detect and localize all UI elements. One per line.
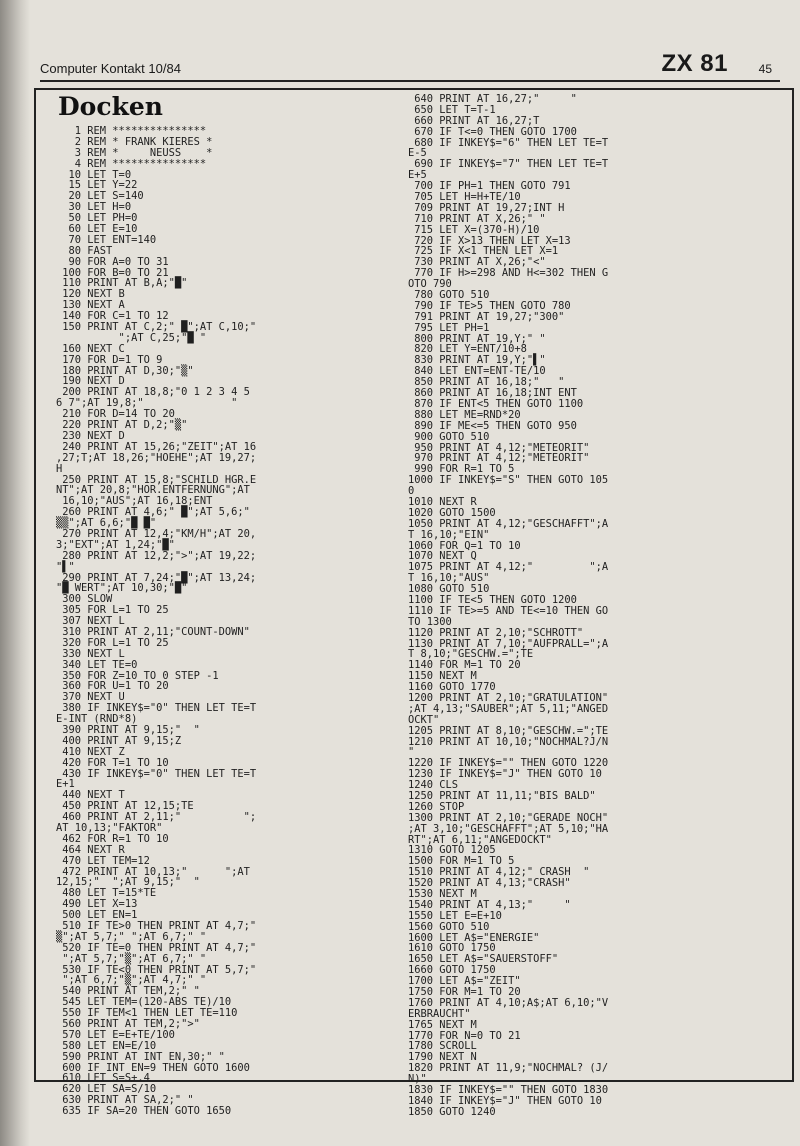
listing-line: 480 LET T=15*TE xyxy=(56,887,157,900)
listing-line: 410 NEXT Z xyxy=(56,745,125,758)
listing-line: 140 FOR C=1 TO 12 xyxy=(56,310,169,323)
listing-line: 560 PRINT AT TEM,2;">" xyxy=(56,1018,200,1031)
listing-line: 710 PRINT AT X,26;" " xyxy=(408,212,546,225)
listing-line: 1110 IF TE>=5 AND TE<=10 THEN GO xyxy=(408,604,609,617)
listing-line: 1780 SCROLL xyxy=(408,1040,477,1053)
page-number: 45 xyxy=(758,62,772,76)
listing-line: " xyxy=(408,746,415,759)
page-header xyxy=(40,46,780,82)
listing-line: 630 PRINT AT SA,2;" " xyxy=(56,1094,194,1107)
listing-line: 1205 PRINT AT 8,10;"GESCHW.=";TE xyxy=(408,724,609,737)
listing-line: 305 FOR L=1 TO 25 xyxy=(56,604,169,617)
listing-line: E-INT (RND*8) xyxy=(56,713,138,726)
listing-line: E-5 xyxy=(408,147,427,160)
listing-line: 770 IF H>=298 AND H<=302 THEN G xyxy=(408,267,609,280)
listing-line: 800 PRINT AT 19,Y;" " xyxy=(408,332,546,345)
listing-line: ;AT 3,10;"GESCHAFFT";AT 5,10;"HA xyxy=(408,822,609,835)
magazine-issue: Computer Kontakt 10/84 xyxy=(40,61,181,76)
listing-line: ";AT 5,7;"▒";AT 6,7;" " xyxy=(56,952,207,965)
listing-line: 120 NEXT B xyxy=(56,288,125,301)
listing-line: 190 NEXT D xyxy=(56,375,125,388)
listing-line: 1210 PRINT AT 10,10;"NOCHMAL?J/N xyxy=(408,735,609,748)
listing-line: 70 LET ENT=140 xyxy=(56,233,157,246)
listing-line: 30 LET H=0 xyxy=(56,201,132,214)
listing-line: 1010 NEXT R xyxy=(408,495,477,508)
listing-line: 160 NEXT C xyxy=(56,342,125,355)
listing-line: T 16,10;"AUS" xyxy=(408,572,490,585)
listing-line: 1610 GOTO 1750 xyxy=(408,942,496,955)
listing-line: 880 LET ME=RND*20 xyxy=(408,408,521,421)
listing-line: 470 LET TEM=12 xyxy=(56,854,150,867)
listing-line: 1600 LET A$="ENERGIE" xyxy=(408,931,540,944)
listing-line: 370 NEXT U xyxy=(56,691,125,704)
listing-line: 795 LET PH=1 xyxy=(408,321,490,334)
listing-line: 1 REM *************** xyxy=(56,125,207,137)
listing-line: 1500 FOR M=1 TO 5 xyxy=(408,855,515,868)
listing-line: 307 NEXT L xyxy=(56,615,125,628)
listing-line: 1550 LET E=E+10 xyxy=(408,909,502,922)
listing-line: 540 PRINT AT TEM,2;" " xyxy=(56,985,200,998)
listing-line: ▒";AT 5,7;" ";AT 6,7;" " xyxy=(56,930,207,943)
listing-line: N)" xyxy=(408,1073,427,1086)
listing-line: 50 LET PH=0 xyxy=(56,212,138,225)
listing-line: 1220 IF INKEY$="" THEN GOTO 1220 xyxy=(408,757,609,770)
listing-line: 1100 IF TE<5 THEN GOTO 1200 xyxy=(408,593,577,606)
listing-line: 1080 GOTO 510 xyxy=(408,583,490,596)
listing-line: 320 FOR L=1 TO 25 xyxy=(56,636,169,649)
listing-line: H xyxy=(56,462,63,475)
listing-line: 791 PRINT AT 19,27;"300" xyxy=(408,310,565,323)
listing-line: 970 PRINT AT 4,12;"METEORIT" xyxy=(408,452,590,465)
listing-line: 130 NEXT A xyxy=(56,299,125,312)
listing-line: 1130 PRINT AT 7,10;"AUFPRALL=";A xyxy=(408,637,609,650)
listing-line: T 8,10;"GESCHW.=";TE xyxy=(408,648,534,661)
listing-line: 0 xyxy=(408,485,415,498)
listing-line: 250 PRINT AT 15,8;"SCHILD HGR.E xyxy=(56,473,257,486)
listing-line: 1700 LET A$="ZEIT" xyxy=(408,975,521,988)
listing-line: OTO 790 xyxy=(408,278,452,291)
listing-line: 12,15;" ";AT 9,15;" " xyxy=(56,876,200,889)
listing-line: 545 LET TEM=(120-ABS TE)/10 xyxy=(56,996,232,1009)
listing-line: 390 PRINT AT 9,15;" " xyxy=(56,723,200,736)
listing-line: NT";AT 20,8;"HOR.ENTFERNUNG";AT xyxy=(56,484,250,497)
listing-line: 1750 FOR M=1 TO 20 xyxy=(408,986,521,999)
listing-line: 1160 GOTO 1770 xyxy=(408,681,496,694)
page-edge-shadow xyxy=(0,0,30,1146)
listing-line: 60 LET E=10 xyxy=(56,223,138,236)
listing-line: "▌" xyxy=(56,560,75,573)
listing-line: 1230 IF INKEY$="J" THEN GOTO 10 xyxy=(408,768,602,781)
listing-line: 1060 FOR Q=1 TO 10 xyxy=(408,539,521,552)
listing-line: 950 PRINT AT 4,12;"METEORIT" xyxy=(408,441,590,454)
listing-line: 900 GOTO 510 xyxy=(408,430,490,443)
listing-line: 150 PRINT AT C,2;" █";AT C,10;" xyxy=(56,321,257,334)
listing-line: 210 FOR D=14 TO 20 xyxy=(56,408,175,421)
listing-line: 510 IF TE>0 THEN PRINT AT 4,7;" xyxy=(56,920,257,933)
listing-line: 430 IF INKEY$="0" THEN LET TE=T xyxy=(56,767,257,780)
listing-line: 1540 PRINT AT 4,13;" " xyxy=(408,898,571,911)
listing-line: 1150 NEXT M xyxy=(408,670,477,683)
listing-line: 460 PRINT AT 2,11;" "; xyxy=(56,811,257,824)
listing-line: 16,10;"AUS";AT 16,18;ENT xyxy=(56,495,213,508)
listing-line: 490 LET X=13 xyxy=(56,898,138,911)
listing-line: 520 IF TE=0 THEN PRINT AT 4,7;" xyxy=(56,941,257,954)
listing-line: ERBRAUCHT" xyxy=(408,1007,471,1020)
listing-line: 830 PRINT AT 19,Y;"▌" xyxy=(408,354,546,367)
listing-line: 1250 PRINT AT 11,11;"BIS BALD" xyxy=(408,790,596,802)
listing-line: 2 REM * FRANK KIERES * xyxy=(56,135,213,148)
listing-line: 890 IF ME<=5 THEN GOTO 950 xyxy=(408,419,577,432)
listing-line: 20 LET S=140 xyxy=(56,190,144,203)
listing-line: 180 PRINT AT D,30;"▒" xyxy=(56,364,194,377)
listing-line: 1770 FOR N=0 TO 21 xyxy=(408,1029,521,1042)
listing-line: 1000 IF INKEY$="S" THEN GOTO 105 xyxy=(408,474,609,487)
listing-line: 1310 GOTO 1205 xyxy=(408,844,496,857)
listing-line: ▒▒";AT 6,6;"█ █" xyxy=(56,517,157,530)
listing-line: 1790 NEXT N xyxy=(408,1051,477,1064)
listing-line: AT 10,13;"FAKTOR" xyxy=(56,822,163,834)
listing-line: 472 PRINT AT 10,13;" ";AT xyxy=(56,865,250,878)
section-brand: ZX 81 xyxy=(661,50,728,77)
listing-line: 820 LET Y=ENT/10+8 xyxy=(408,343,527,356)
listing-line: 1530 NEXT M xyxy=(408,888,477,901)
listing-line: 1660 GOTO 1750 xyxy=(408,964,496,977)
listing-line: 550 IF TEM<1 THEN LET TE=110 xyxy=(56,1007,238,1020)
listing-line: 110 PRINT AT B,A;"█" xyxy=(56,277,188,290)
listing-line: 3;"EXT";AT 1,24;"█" xyxy=(56,538,175,551)
listing-line: 870 IF ENT<5 THEN GOTO 1100 xyxy=(408,397,584,410)
listing-line: ;AT 4,13;"SAUBER";AT 5,11;"ANGED xyxy=(408,702,609,715)
listing-line: 709 PRINT AT 19,27;INT H xyxy=(408,201,565,214)
listing-line: 650 LET T=T-1 xyxy=(408,103,496,116)
listing-line: 590 PRINT AT INT EN,30;" " xyxy=(56,1050,225,1063)
listing-line: 462 FOR R=1 TO 10 xyxy=(56,832,169,845)
listing-line: ";AT 6,7;"▒";AT 4,7;" " xyxy=(56,974,207,987)
listing-line: 500 LET EN=1 xyxy=(56,909,138,922)
listing-line: 90 FOR A=0 TO 31 xyxy=(56,255,169,268)
listing-line: 1760 PRINT AT 4,10;A$;AT 6,10;"V xyxy=(408,996,609,1009)
listing-line: 330 NEXT L xyxy=(56,647,125,660)
article-title: Docken xyxy=(58,92,163,121)
listing-line: 6 7";AT 19,8;" " xyxy=(56,397,238,410)
listing-line: 725 IF X<1 THEN LET X=1 xyxy=(408,245,559,258)
listing-line: 530 IF TE<0 THEN PRINT AT 5,7;" xyxy=(56,963,257,976)
listing-line: 1140 FOR M=1 TO 20 xyxy=(408,659,521,672)
listing-line: 1765 NEXT M xyxy=(408,1018,477,1031)
listing-line: 340 LET TE=0 xyxy=(56,658,138,671)
listing-line: 570 LET E=E+TE/100 xyxy=(56,1028,175,1041)
listing-line: 80 FAST xyxy=(56,244,113,257)
listing-line: 1300 PRINT AT 2,10;"GERADE NOCH" xyxy=(408,811,609,824)
listing-line: 360 FOR U=1 TO 20 xyxy=(56,680,169,693)
listing-line: 200 PRINT AT 18,8;"0 1 2 3 4 5 xyxy=(56,386,250,399)
listing-line: 1020 GOTO 1500 xyxy=(408,506,496,519)
listing-line: 600 IF INT EN=9 THEN GOTO 1600 xyxy=(56,1061,250,1074)
listing-line: 464 NEXT R xyxy=(56,843,125,856)
listing-line: 1850 GOTO 1240 xyxy=(408,1105,496,1118)
listing-line: 1260 STOP xyxy=(408,800,465,813)
listing-line: E+1 xyxy=(56,778,75,791)
listing-line: 1120 PRINT AT 2,10;"SCHROTT" xyxy=(408,626,584,639)
listing-line: 240 PRINT AT 15,26;"ZEIT";AT 16 xyxy=(56,440,257,453)
listing-column-left xyxy=(56,126,404,1117)
listing-line: 440 NEXT T xyxy=(56,789,125,802)
listing-line: 670 IF T<=0 THEN GOTO 1700 xyxy=(408,125,577,138)
listing-line: 840 LET ENT=ENT-TE/10 xyxy=(408,365,546,378)
listing-line: 1240 CLS xyxy=(408,779,459,792)
listing-line: 4 REM *************** xyxy=(56,157,207,170)
listing-line: 580 LET EN=E/10 xyxy=(56,1039,157,1052)
listing-line: 15 LET Y=22 xyxy=(56,179,138,192)
listing-line: 1520 PRINT AT 4,13;"CRASH" xyxy=(408,877,571,890)
listing-line: RT";AT 6,11;"ANGEDOCKT" xyxy=(408,833,552,846)
listing-line: 660 PRINT AT 16,27;T xyxy=(408,114,540,127)
listing-line: 780 GOTO 510 xyxy=(408,289,490,302)
listing-line: 1070 NEXT Q xyxy=(408,550,477,563)
listing-line: 280 PRINT AT 12,2;">";AT 19,22; xyxy=(56,549,257,562)
listing-line: 640 PRINT AT 16,27;" " xyxy=(408,93,577,105)
listing-line: 290 PRINT AT 7,24;"█";AT 13,24; xyxy=(56,571,257,584)
listing-line: 260 PRINT AT 4,6;" █";AT 5,6;" xyxy=(56,506,250,519)
listing-line: OCKT" xyxy=(408,713,440,726)
listing-line: 705 LET H=H+TE/10 xyxy=(408,191,521,204)
listing-line: 850 PRINT AT 16,18;" " xyxy=(408,376,565,389)
listing-frame xyxy=(34,88,794,1118)
listing-line: 100 FOR B=0 TO 21 xyxy=(56,266,169,279)
listing-line: 990 FOR R=1 TO 5 xyxy=(408,463,515,476)
listing-line: 610 LET S=S+.4 xyxy=(56,1072,150,1085)
listing-line: TO 1300 xyxy=(408,615,452,628)
listing-line: "█ WERT";AT 10,30;"█" xyxy=(56,582,188,595)
listing-line: 730 PRINT AT X,26;"<" xyxy=(408,256,546,269)
listing-line: 350 FOR Z=10 TO 0 STEP -1 xyxy=(56,669,219,682)
listing-line: 700 IF PH=1 THEN GOTO 791 xyxy=(408,180,571,193)
listing-line: 715 LET X=(370-H)/10 xyxy=(408,223,540,236)
listing-line: 1840 IF INKEY$="J" THEN GOTO 10 xyxy=(408,1094,602,1107)
listing-line: 3 REM * NEUSS * xyxy=(56,146,213,159)
listing-line: 300 SLOW xyxy=(56,593,113,606)
listing-column-right xyxy=(408,94,788,1118)
listing-line: 220 PRINT AT D,2;"▒" xyxy=(56,419,188,432)
listing-line: 1650 LET A$="SAUERSTOFF" xyxy=(408,953,559,966)
listing-line: 1050 PRINT AT 4,12;"GESCHAFFT";A xyxy=(408,517,609,530)
listing-line: 620 LET SA=S/10 xyxy=(56,1083,157,1096)
listing-line: 690 IF INKEY$="7" THEN LET TE=T xyxy=(408,158,609,171)
listing-line: E+5 xyxy=(408,169,427,182)
listing-line: 1075 PRINT AT 4,12;" ";A xyxy=(408,561,609,574)
listing-line: 1820 PRINT AT 11,9;"NOCHMAL? (J/ xyxy=(408,1062,609,1075)
listing-line: 230 NEXT D xyxy=(56,429,125,442)
listing-line: 1830 IF INKEY$="" THEN GOTO 1830 xyxy=(408,1084,609,1097)
listing-line: 720 IF X>13 THEN LET X=13 xyxy=(408,234,571,247)
listing-line: 1510 PRINT AT 4,12;" CRASH " xyxy=(408,866,590,879)
listing-line: 10 LET T=0 xyxy=(56,168,132,181)
listing-line: ,27;T;AT 18,26;"HOEHE";AT 19,27; xyxy=(56,451,257,464)
listing-line: 380 IF INKEY$="0" THEN LET TE=T xyxy=(56,702,257,715)
listing-line: ";AT C,25;"█ " xyxy=(56,331,207,344)
listing-line: 170 FOR D=1 TO 9 xyxy=(56,353,163,366)
listing-line: 680 IF INKEY$="6" THEN LET TE=T xyxy=(408,136,609,149)
listing-line: 270 PRINT AT 12,4;"KM/H";AT 20, xyxy=(56,527,257,540)
listing-line: 450 PRINT AT 12,15;TE xyxy=(56,800,194,813)
listing-line: 1560 GOTO 510 xyxy=(408,920,490,933)
listing-line: 420 FOR T=1 TO 10 xyxy=(56,756,169,769)
listing-line: 1200 PRINT AT 2,10;"GRATULATION" xyxy=(408,691,609,704)
listing-line: 310 PRINT AT 2,11;"COUNT-DOWN" xyxy=(56,625,250,638)
listing-line: 790 IF TE>5 THEN GOTO 780 xyxy=(408,299,571,312)
listing-line: 635 IF SA=20 THEN GOTO 1650 xyxy=(56,1105,232,1118)
listing-line: 400 PRINT AT 9,15;Z xyxy=(56,734,182,747)
listing-line: T 16,10;"EIN" xyxy=(408,528,490,541)
listing-line: 860 PRINT AT 16,18;INT ENT xyxy=(408,387,577,400)
